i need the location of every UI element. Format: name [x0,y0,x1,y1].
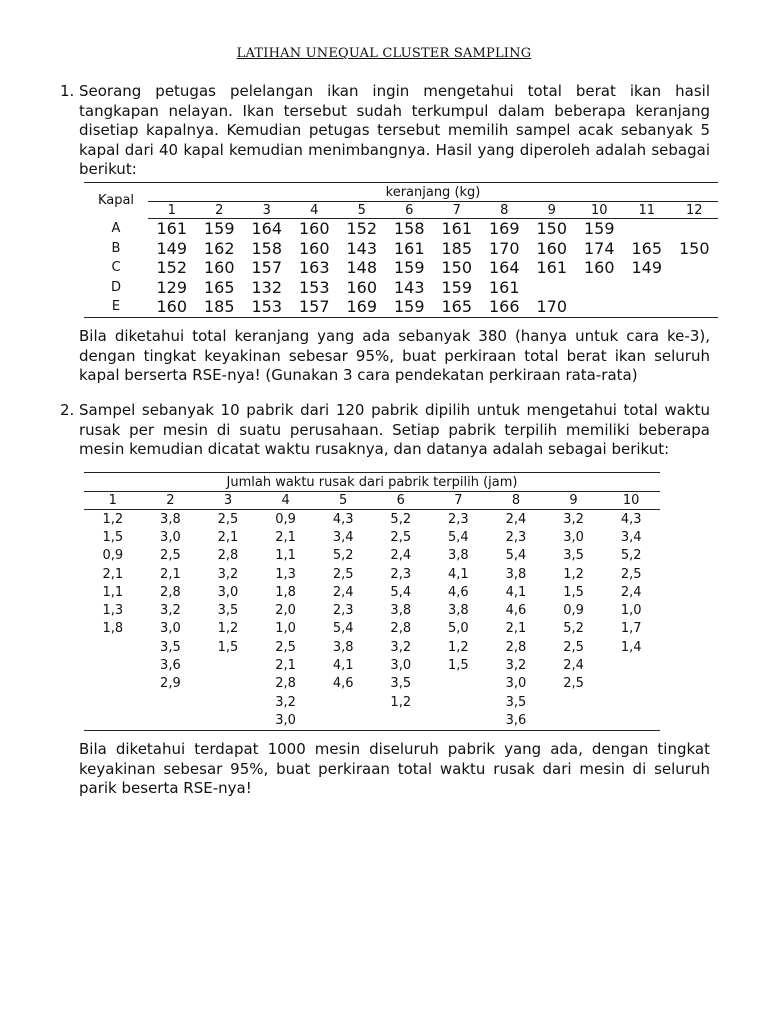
table-cell: 160 [346,277,378,297]
table-cell: 3,5 [390,676,412,692]
table-cell: 4,3 [620,511,642,527]
table-cell: 150 [678,238,710,258]
table-cell [84,638,142,656]
table-cell [199,656,257,674]
table-cell: 3,0 [160,621,181,637]
column-header: 12 [671,202,719,219]
table-cell: 160 [203,258,235,278]
table-cell: 2,1 [505,621,527,637]
table-cell: 153 [251,297,283,317]
table-cell: 185 [203,297,235,317]
column-header: 5 [314,492,372,510]
table-cell: 3,0 [160,529,181,545]
column-header: 4 [291,202,339,219]
table-cell [84,675,142,693]
table-row [84,620,660,638]
table-row [84,297,718,317]
table-cell [623,219,671,239]
table-cell: 2,8 [390,621,412,637]
table-cell: 152 [346,219,378,239]
table-cell: 149 [156,238,188,258]
table-cell: 160 [298,219,330,239]
table-cell: 174 [583,238,615,258]
question-2-followup: Bila diketahui terdapat 1000 mesin diseluruh pabrik yang ada, dengan tingkat keyakinan sebesar 95%, buat perkiraan total waktu rusak dari mesin di seluruh parik beserta RSE-nya! [79,740,710,797]
table-cell: 2,3 [505,529,527,545]
table-cell: 1,7 [620,621,642,637]
table-cell: 161 [441,219,473,239]
table-cell: 2,3 [390,566,412,582]
table-cell: 1,8 [275,584,296,600]
kapal-header: Kapal [97,193,135,209]
table-cell: 5,4 [448,529,469,545]
table-cell: 4,1 [448,566,469,582]
table-cell: 143 [393,277,425,297]
table-row [84,239,718,259]
table-cell: 2,5 [563,676,584,692]
table-cell [430,675,488,693]
table-cell: 170 [488,238,520,258]
table-cell: 3,6 [505,712,527,728]
table-cell: 159 [441,277,473,297]
table-cell: 3,8 [505,566,527,582]
table-cell [430,711,488,730]
table-cell: 161 [536,258,568,278]
column-header: 8 [481,202,529,219]
table-cell: 159 [583,219,615,239]
table-cell: 3,2 [217,566,239,582]
column-header: 3 [199,492,257,510]
table-cell: 1,0 [275,621,296,637]
table-cell: 3,0 [505,676,527,692]
table-cell: 165 [203,277,235,297]
column-header: 7 [430,492,488,510]
table-cell: 161 [488,277,520,297]
table-cell: 2,4 [563,658,584,674]
table-cell: 2,4 [505,511,527,527]
table-cell: 159 [393,258,425,278]
table-cell: 2,1 [275,529,296,545]
table-cell: 1,5 [102,529,124,545]
table-cell: 2,3 [332,603,354,619]
table-cell: 3,8 [448,603,469,619]
table-cell: 162 [203,238,235,258]
table-cell [671,278,719,298]
table-cell [602,656,660,674]
row-label: B [111,240,121,256]
table-cell: 2,4 [620,584,642,600]
table-cell [671,219,719,239]
table-cell: 143 [346,238,378,258]
row-label: E [111,299,121,315]
table-cell: 1,1 [275,548,296,564]
table-cell: 3,0 [563,529,584,545]
table-row [84,711,660,730]
table-cell: 4,3 [332,511,354,527]
column-header: 4 [257,492,315,510]
column-header: 2 [196,202,244,219]
table-cell: 0,9 [102,548,124,564]
table-cell [142,693,200,711]
table-cell: 160 [156,297,188,317]
table-cell: 1,5 [563,584,584,600]
table-cell: 5,4 [505,548,527,564]
table-cell: 3,4 [620,529,642,545]
row-label: D [110,279,121,295]
table-cell [623,278,671,298]
table-cell: 158 [251,238,283,258]
table-cell [671,258,719,278]
downtime-table [84,472,660,731]
table-cell: 3,8 [448,548,469,564]
question-2-number: 2. [60,401,75,419]
table-cell: 2,5 [390,529,412,545]
table-cell: 1,3 [275,566,296,582]
table-cell: 152 [156,258,188,278]
table-cell [528,278,576,298]
table-cell: 1,2 [217,621,239,637]
table-cell [430,693,488,711]
table-cell: 2,8 [505,639,527,655]
table-cell: 2,5 [160,548,181,564]
table-row [84,693,660,711]
table-cell: 5,4 [332,621,354,637]
table-cell: 3,8 [332,639,354,655]
table-cell: 5,4 [390,584,412,600]
table-cell [576,278,624,298]
table-cell: 3,2 [160,603,181,619]
table-cell: 2,5 [563,639,584,655]
table-cell: 160 [583,258,615,278]
table-cell [84,656,142,674]
table-cell: 2,0 [275,603,296,619]
table-row [84,583,660,601]
question-2-text: Sampel sebanyak 10 pabrik dari 120 pabrik dipilih untuk mengetahui total waktu rusak per mesin di suatu perusahaan. Setiap pabrik terpilih memiliki beberapa mesin kemudian dicatat waktu rusaknya, dan datanya adalah sebagai berikut: [79,401,710,458]
table-row [84,219,718,239]
table-cell: 2,5 [217,511,239,527]
table-cell: 3,8 [160,511,181,527]
table-cell: 2,4 [390,548,412,564]
table-cell [671,297,719,317]
table-cell: 1,2 [563,566,584,582]
table-cell: 170 [536,297,568,317]
table-cell: 149 [631,258,663,278]
table-cell: 166 [488,297,520,317]
table-cell: 1,5 [217,639,239,655]
table-cell: 1,2 [390,694,412,710]
table-cell: 3,5 [505,694,527,710]
table-cell: 169 [346,297,378,317]
table-row [84,547,660,565]
column-header: 6 [386,202,434,219]
table-cell: 0,9 [275,511,296,527]
table-cell: 1,0 [620,603,642,619]
column-header: 8 [487,492,545,510]
column-header: 10 [602,492,660,510]
table-cell: 5,2 [390,511,412,527]
table-cell: 1,4 [620,639,642,655]
keranjang-header: keranjang (kg) [148,183,718,202]
table-cell: 2,1 [217,529,239,545]
table-cell: 3,2 [390,639,412,655]
table-cell: 3,8 [390,603,412,619]
table-cell [84,693,142,711]
table-cell [602,693,660,711]
table-cell [545,711,603,730]
table-cell: 132 [251,277,283,297]
table-cell: 1,1 [102,584,124,600]
column-header: 9 [528,202,576,219]
table-cell: 3,2 [563,511,584,527]
table-cell: 164 [488,258,520,278]
table-cell: 0,9 [563,603,584,619]
table-cell: 3,5 [160,639,181,655]
table-cell: 2,1 [102,566,124,582]
table-cell: 2,1 [275,658,296,674]
question-1 [60,82,710,180]
downtime-header: Jumlah waktu rusak dari pabrik terpilih (jam) [84,473,660,492]
table-cell: 4,1 [505,584,527,600]
table-cell: 3,6 [160,658,181,674]
column-header: 3 [243,202,291,219]
table-cell [623,297,671,317]
table-cell: 1,2 [448,639,469,655]
table-row [84,528,660,546]
table-cell: 2,1 [160,566,181,582]
table-cell: 3,5 [563,548,584,564]
row-label: A [111,221,121,236]
column-header: 6 [372,492,430,510]
table-cell: 165 [631,238,663,258]
column-header: 5 [338,202,386,219]
table-cell: 169 [488,219,520,239]
table-cell: 185 [441,238,473,258]
table-cell: 157 [251,258,283,278]
table-cell: 2,8 [160,584,181,600]
table-row [84,675,660,693]
table-cell: 158 [393,219,425,239]
table-cell: 3,4 [332,529,354,545]
question-1-text: Seorang petugas pelelangan ikan ingin mengetahui total berat ikan hasil tangkapan nelayan. Ikan tersebut sudah terkumpul dalam beberapa keranjang disetiap kapalnya. Kemudian petugas tersebut memilih sampel acak sebanyak 5 kapal dari 40 kapal kemudian menimbangnya. Hasil yang diperoleh adalah sebagai berikut: [79,82,710,178]
table-cell: 160 [298,238,330,258]
table-cell: 161 [156,219,188,239]
table-cell: 2,5 [332,566,354,582]
table-cell: 164 [251,219,283,239]
table-cell: 2,4 [332,584,354,600]
table-cell [576,297,624,317]
question-2 [60,401,710,460]
table-cell: 159 [203,219,235,239]
table-cell: 1,8 [102,621,124,637]
table-row [84,565,660,583]
table-cell: 5,0 [448,621,469,637]
table-row [84,656,660,674]
table-cell: 3,5 [217,603,239,619]
table-cell: 3,2 [275,694,296,710]
table-cell: 5,2 [620,548,642,564]
column-header: 1 [148,202,196,219]
table-cell [314,693,372,711]
table-cell: 2,5 [275,639,296,655]
table-cell: 163 [298,258,330,278]
table-row [84,638,660,656]
question-1-followup: Bila diketahui total keranjang yang ada sebanyak 380 (hanya untuk cara ke-3), dengan tingkat keyakinan sebesar 95%, buat perkiraan total berat ikan seluruh kapal berserta RSE-nya! (Gunakan 3 cara pendekatan perkiraan rata-rata) [79,327,710,384]
column-header: 2 [142,492,200,510]
table-cell [602,675,660,693]
table-cell: 2,5 [620,566,642,582]
column-header: 10 [576,202,624,219]
table-cell: 165 [441,297,473,317]
table-cell: 3,0 [217,584,239,600]
table-cell [372,711,430,730]
table-cell: 4,6 [448,584,469,600]
table-cell: 159 [393,297,425,317]
table-cell: 153 [298,277,330,297]
basket-weight-table [84,182,718,318]
table-cell: 5,2 [332,548,354,564]
table-cell: 2,3 [448,511,469,527]
table-cell: 4,6 [332,676,354,692]
table-row [84,258,718,278]
question-1-number: 1. [60,82,75,100]
table-row [84,510,660,529]
table-cell: 160 [536,238,568,258]
table-cell [84,711,142,730]
table-cell [545,693,603,711]
table-cell: 2,9 [160,676,181,692]
table-cell: 161 [393,238,425,258]
table-cell: 4,6 [505,603,527,619]
table-row [84,601,660,619]
table-cell: 3,2 [505,658,527,674]
table-cell [199,711,257,730]
row-label: C [111,260,121,276]
table-cell: 1,5 [448,658,469,674]
table-cell: 150 [536,219,568,239]
table-cell [602,711,660,730]
page-title: LATIHAN UNEQUAL CLUSTER SAMPLING [236,46,532,61]
table-cell: 3,0 [275,712,296,728]
table-cell: 148 [346,258,378,278]
table-cell: 129 [156,277,188,297]
table-cell: 1,3 [102,603,124,619]
table-cell: 150 [441,258,473,278]
table-cell: 4,1 [332,658,354,674]
column-header: 1 [84,492,142,510]
table-cell: 157 [298,297,330,317]
table-cell: 5,2 [563,621,584,637]
table-cell: 2,8 [217,548,239,564]
table-cell [314,711,372,730]
table-cell [199,675,257,693]
table-row [84,278,718,298]
table-cell: 1,2 [102,511,124,527]
column-header: 11 [623,202,671,219]
column-header: 9 [545,492,603,510]
table-cell [142,711,200,730]
table-cell [199,693,257,711]
table-cell: 2,8 [275,676,296,692]
column-header: 7 [433,202,481,219]
table-cell: 3,0 [390,658,412,674]
